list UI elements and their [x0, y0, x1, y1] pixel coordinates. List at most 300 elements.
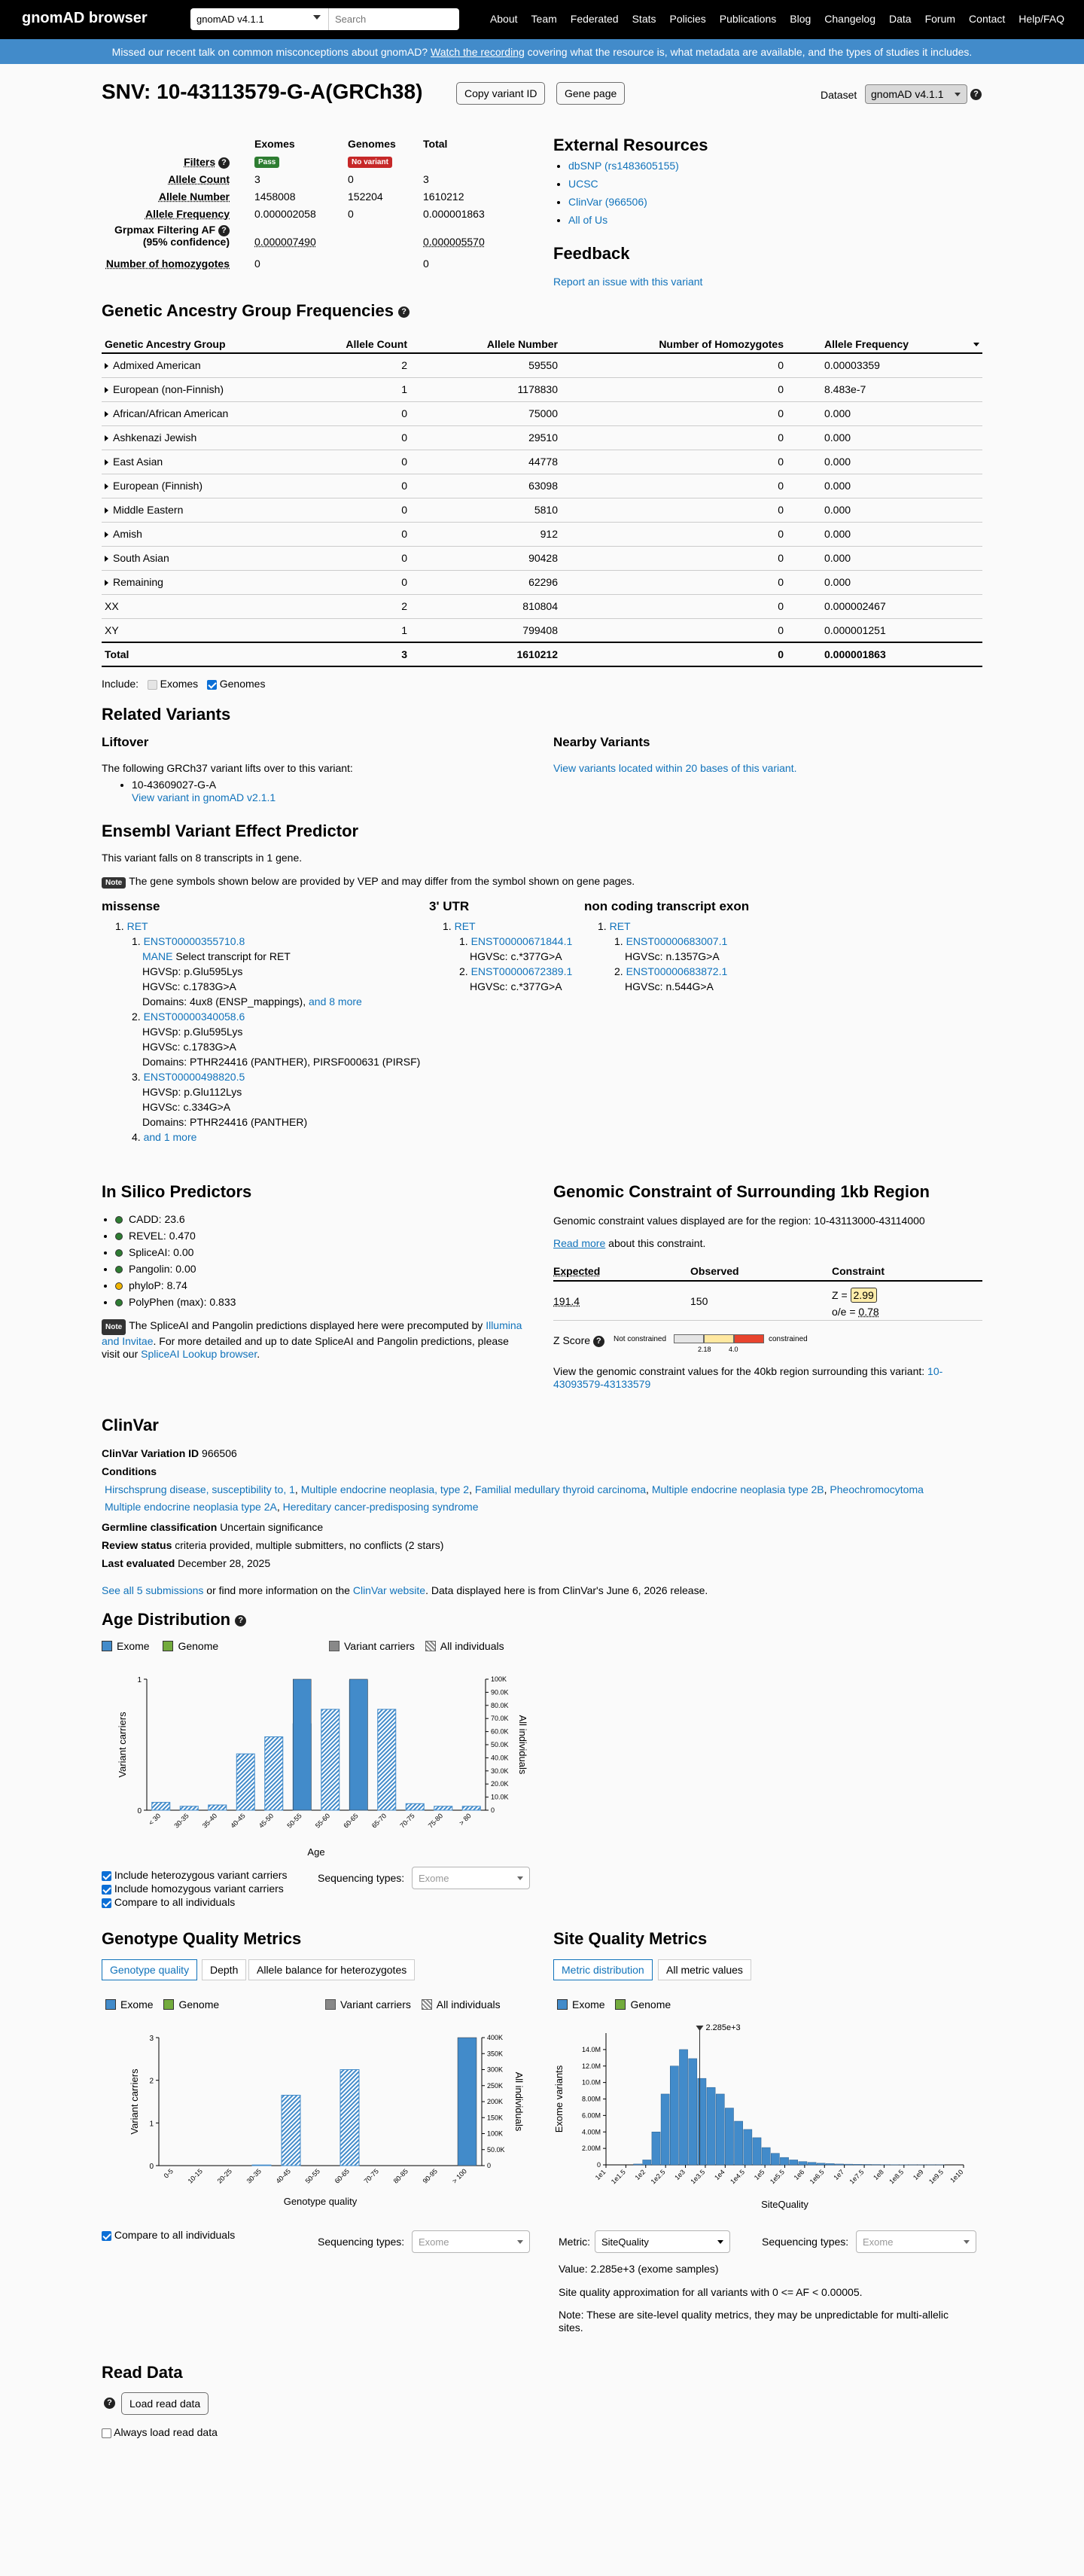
- nav-item-team[interactable]: Team: [531, 13, 557, 25]
- ancestry-table: [102, 336, 982, 667]
- allele-frequency-cell: 0.000: [787, 522, 982, 546]
- gene-link-ret[interactable]: RET: [126, 920, 148, 932]
- illumina-link[interactable]: Illumina and Invitae: [102, 1319, 522, 1347]
- status-dot-icon: [115, 1249, 123, 1257]
- mane-link[interactable]: MANE: [142, 950, 173, 962]
- x-tick-label: 60-65: [333, 2167, 351, 2185]
- gq-chart: [102, 2026, 546, 2214]
- gene-link-ret[interactable]: RET: [454, 920, 476, 932]
- include-label: Include:: [102, 678, 139, 690]
- condition-link[interactable]: Multiple endocrine neoplasia, type 2: [300, 1483, 470, 1495]
- allele-count-cell: 0: [290, 450, 410, 474]
- marker-arrow-icon: [696, 2026, 703, 2031]
- note-badge: Note: [102, 877, 126, 889]
- nearby-link[interactable]: View variants located within 20 bases of this variant.: [553, 762, 797, 774]
- table-row[interactable]: [102, 474, 982, 498]
- tab-metric-distribution[interactable]: Metric distribution: [553, 1959, 653, 1980]
- transcript-link[interactable]: ENST00000683872.1: [626, 965, 728, 977]
- help-icon[interactable]: ?: [235, 1615, 246, 1626]
- expand-icon[interactable]: [105, 459, 108, 465]
- transcript-link[interactable]: ENST00000683007.1: [626, 935, 728, 947]
- hgvsp: HGVSp: p.Glu595Lys: [142, 965, 243, 977]
- load-read-data-button[interactable]: Load read data: [121, 2392, 209, 2415]
- status-dot-icon: [115, 1299, 123, 1306]
- hgvsc: HGVSc: c.*377G>A: [470, 980, 562, 992]
- group-cell: [102, 450, 290, 474]
- transcript-details: [102, 1084, 420, 1129]
- nav-item-data[interactable]: Data: [889, 13, 912, 25]
- list-item: 1. RET: [115, 920, 148, 932]
- x-tick-label: 1e7: [832, 2168, 846, 2182]
- nav-item-helpfaq[interactable]: Help/FAQ: [1019, 13, 1064, 25]
- report-issue-link[interactable]: Report an issue with this variant: [553, 276, 703, 288]
- metric-label: Metric:: [559, 2236, 590, 2248]
- homozygotes-cell: 0: [561, 546, 787, 570]
- scale-tick: 4.0: [729, 1346, 738, 1353]
- filters-label: [184, 156, 230, 169]
- group-cell: [102, 594, 290, 618]
- help-icon[interactable]: ?: [104, 2398, 115, 2409]
- legend-carriers: Variant carriers: [344, 1640, 415, 1652]
- all-individuals-bar: [252, 2165, 271, 2166]
- condition-link[interactable]: Multiple endocrine neoplasia type 2B: [651, 1483, 824, 1495]
- genomes-checkbox[interactable]: [207, 680, 217, 690]
- allele-frequency-cell: 0.000002467: [787, 594, 982, 618]
- x-tick-label: 70-75: [398, 1812, 416, 1830]
- chevron-down-icon: [517, 2240, 523, 2244]
- compare-checkbox[interactable]: [102, 2231, 111, 2241]
- all-individuals-bar: [282, 2096, 300, 2166]
- y2-tick-label: 150K: [487, 2114, 504, 2122]
- expand-icon[interactable]: [105, 532, 108, 538]
- homozygotes-cell: 0: [561, 522, 787, 546]
- x-tick-label: 1e3: [673, 2168, 687, 2182]
- transcript-link[interactable]: ENST00000672389.1: [470, 965, 573, 977]
- list-item: 2. ENST00000683872.1: [614, 965, 728, 977]
- nav-item-publications[interactable]: Publications: [719, 13, 777, 25]
- legend-all: All individuals: [436, 1998, 501, 2010]
- x-tick-label: 1e7.5: [848, 2168, 866, 2186]
- nav-item-federated[interactable]: Federated: [570, 13, 619, 25]
- x-tick-label: 1e4: [713, 2168, 726, 2182]
- legend-carriers: Variant carriers: [340, 1998, 411, 2010]
- y-tick-label: 12.0M: [581, 2062, 601, 2070]
- group-cell: [102, 570, 290, 594]
- more-domains-link[interactable]: and 8 more: [309, 995, 362, 1008]
- age-chart: [102, 1666, 546, 1869]
- grpmax-label-text: Grpmax Filtering AF: [114, 224, 216, 236]
- note-text: .: [257, 1348, 260, 1360]
- all-individuals-bar: [265, 1737, 283, 1810]
- table-row[interactable]: [102, 425, 982, 450]
- tab-genotype-quality[interactable]: Genotype quality: [102, 1959, 197, 1980]
- col-expected: Expected: [553, 1265, 601, 1277]
- list-item: [568, 211, 679, 229]
- related-variants-title: Related Variants: [102, 705, 231, 724]
- germline-label: Germline classification: [102, 1521, 218, 1533]
- x-tick-label: 1e6.5: [808, 2168, 826, 2186]
- group-cell: [102, 642, 290, 666]
- het-row: [102, 1869, 287, 1881]
- banner-link[interactable]: Watch the recording: [431, 46, 525, 58]
- read-more-link[interactable]: Read more: [553, 1237, 606, 1249]
- clinvar-title: ClinVar: [102, 1416, 159, 1434]
- histogram-bar: [670, 2066, 678, 2165]
- variant-carriers-bar: [293, 1679, 311, 1810]
- oe-label: o/e =: [832, 1306, 856, 1318]
- homozygotes-exomes: 0: [254, 258, 260, 270]
- nav-item-contact[interactable]: Contact: [969, 13, 1006, 25]
- clinvar-link[interactable]: ClinVar (966506): [568, 196, 647, 208]
- dataset-select[interactable]: [190, 8, 328, 30]
- expand-icon[interactable]: [105, 508, 108, 514]
- sq-note: [559, 2309, 948, 2334]
- compare-label: Compare to all individuals: [114, 1896, 236, 1908]
- all-individuals-swatch: [422, 1999, 432, 2010]
- help-icon[interactable]: ?: [970, 89, 982, 100]
- group-cell: [102, 377, 290, 401]
- constraint-intro: Genomic constraint values displayed are for the region: 10-43113000-43114000: [553, 1215, 925, 1227]
- legend-exome: Exome: [117, 1640, 150, 1652]
- allele-count-cell: 0: [290, 425, 410, 450]
- group-name: East Asian: [113, 456, 163, 468]
- allele-count-cell: 1: [290, 618, 410, 642]
- conditions-line-1: Hirschsprung disease, susceptibility to, 1, Multiple endocrine neoplasia, type 2, Familial medullary thyroid carcinoma, Multiple endocrine neoplasia type 2B, Pheochromocytoma: [105, 1483, 924, 1495]
- list-item: [132, 779, 276, 804]
- help-icon[interactable]: ?: [593, 1336, 604, 1347]
- evaluated-label: Last evaluated: [102, 1557, 175, 1569]
- y-tick-label: 1: [149, 2120, 154, 2129]
- external-links: [553, 157, 679, 229]
- gene-link-ret[interactable]: RET: [609, 920, 631, 932]
- allele-number-cell: 62296: [410, 570, 561, 594]
- homozygotes-cell: 0: [561, 618, 787, 642]
- nav-item-about[interactable]: About: [489, 13, 518, 25]
- het-checkbox[interactable]: [102, 1871, 111, 1881]
- all-of-us-link[interactable]: All of Us: [568, 214, 608, 226]
- nav-item-forum[interactable]: Forum: [924, 13, 956, 25]
- noncoding-title: non coding transcript exon: [584, 899, 750, 913]
- tab-allele-balance[interactable]: Allele balance for heterozygotes: [248, 1959, 415, 1980]
- tab-depth[interactable]: Depth: [202, 1959, 246, 1980]
- domains: Domains: PTHR24416 (PANTHER), PIRSF000631 (PIRSF): [142, 1056, 421, 1068]
- all-individuals-bar: [180, 1806, 198, 1810]
- header-group[interactable]: Genetic Ancestry Group: [102, 336, 290, 353]
- x-tick-label: 50-55: [303, 2167, 321, 2185]
- chevron-down-icon: [717, 2240, 723, 2244]
- table-row[interactable]: [102, 522, 982, 546]
- seq-types-label: Sequencing types:: [318, 1872, 405, 1884]
- gq-legend-2: [325, 1998, 501, 2010]
- not-constrained-label: Not constrained: [614, 1335, 667, 1343]
- homozygotes-cell: 0: [561, 377, 787, 401]
- y-tick-label: 2: [149, 2077, 154, 2086]
- allele-frequency-cell: 8.483e-7: [787, 377, 982, 401]
- allele-number-cell: 810804: [410, 594, 561, 618]
- legend-genome: Genome: [630, 1998, 671, 2010]
- allele-count-cell: 0: [290, 522, 410, 546]
- liftover-link[interactable]: View variant in gnomAD v2.1.1: [132, 791, 276, 803]
- y-tick-label: 0: [137, 1807, 142, 1815]
- allele-number-cell: 1610212: [410, 642, 561, 666]
- grpmax-exomes: 0.000007490: [254, 236, 316, 248]
- nav-item-stats[interactable]: Stats: [632, 13, 656, 25]
- marker-label: 2.285e+3: [705, 2023, 741, 2032]
- condition-link[interactable]: Hirschsprung disease, susceptibility to, 1: [105, 1483, 295, 1495]
- hgvsp: HGVSp: p.Glu595Lys: [142, 1026, 243, 1038]
- table-row[interactable]: [102, 570, 982, 594]
- transcript-link[interactable]: ENST00000498820.5: [143, 1071, 245, 1083]
- metric-select[interactable]: [595, 2230, 730, 2253]
- x-tick-label: 35-40: [200, 1812, 219, 1830]
- table-row[interactable]: [102, 401, 982, 425]
- expected-value: 191.4: [553, 1295, 580, 1307]
- group-name: Total: [105, 648, 129, 660]
- note-badge: Note: [102, 1319, 126, 1335]
- allele-number-cell: 912: [410, 522, 561, 546]
- always-load-checkbox[interactable]: [102, 2428, 111, 2438]
- gq-compare-row: [102, 2229, 235, 2241]
- x-tick-label: 40-45: [274, 2167, 292, 2185]
- histogram-bar: [753, 2138, 761, 2165]
- age-legend-2: [329, 1640, 504, 1652]
- list-item: 1. RET: [598, 920, 631, 932]
- all-individuals-bar: [462, 1806, 480, 1810]
- legend-genome: Genome: [178, 1998, 220, 2010]
- y2-tick-label: 20.0K: [491, 1780, 509, 1788]
- insilico-list: [102, 1211, 236, 1310]
- gq-seq-types-select[interactable]: [412, 2230, 530, 2253]
- spliceai-lookup-link[interactable]: SpliceAI Lookup browser: [141, 1348, 257, 1360]
- predictor-label: PolyPhen (max): 0.833: [129, 1296, 236, 1308]
- expand-icon[interactable]: [105, 411, 108, 417]
- clinvar-footer-text: or find more information on the: [206, 1584, 350, 1596]
- search-input[interactable]: [328, 8, 459, 30]
- expand-icon[interactable]: [105, 387, 108, 393]
- page-title: SNV: 10-43113579-G-A(GRCh38): [102, 80, 423, 103]
- histogram-bar: [735, 2121, 743, 2165]
- histogram-bar: [716, 2094, 724, 2165]
- x-tick-label: 1e6: [792, 2168, 806, 2182]
- allele-number-cell: 29510: [410, 425, 561, 450]
- predictor-label: Pangolin: 0.00: [129, 1263, 196, 1275]
- x-tick-label: 1e2: [633, 2168, 647, 2182]
- copy-variant-id-button[interactable]: Copy variant ID: [456, 82, 545, 105]
- table-row[interactable]: [102, 450, 982, 474]
- insilico-title: In Silico Predictors: [102, 1182, 252, 1201]
- sq-seq-types-select[interactable]: [856, 2230, 976, 2253]
- x-tick-label: 90-95: [421, 2167, 439, 2185]
- tab-all-metric-values[interactable]: All metric values: [658, 1959, 751, 1980]
- y2-tick-label: 0: [487, 2162, 492, 2169]
- allele-count-label: Allele Count: [168, 173, 230, 185]
- allele-count-cell: 0: [290, 546, 410, 570]
- col-observed: Observed: [690, 1265, 739, 1277]
- compare-label: Compare to all individuals: [114, 2229, 236, 2241]
- exome-swatch: [105, 1999, 116, 2010]
- hom-label: Include homozygous variant carriers: [114, 1882, 284, 1895]
- header-allele-frequency[interactable]: [787, 336, 982, 353]
- nav-item-changelog[interactable]: Changelog: [824, 13, 876, 25]
- x-tick-label: 1e3.5: [689, 2168, 707, 2186]
- hgvsc: HGVSc: n.1357G>A: [625, 950, 720, 962]
- table-row[interactable]: [102, 498, 982, 522]
- all-individuals-bar: [321, 1709, 340, 1810]
- allele-frequency-label: Allele Frequency: [145, 208, 230, 220]
- all-submissions-link[interactable]: See all 5 submissions: [102, 1584, 204, 1596]
- condition-link[interactable]: Multiple endocrine neoplasia type 2A: [105, 1501, 277, 1513]
- header-allele-count[interactable]: Allele Count: [290, 336, 410, 353]
- hgvsc: HGVSc: c.1783G>A: [142, 1041, 236, 1053]
- allele-number-genomes: 152204: [348, 191, 383, 203]
- liftover-variant: 10-43609027-G-A: [132, 779, 217, 791]
- expand-icon[interactable]: [105, 435, 108, 441]
- header-homozygotes[interactable]: Number of Homozygotes: [561, 336, 787, 353]
- histogram-bar: [845, 2164, 853, 2165]
- allele-frequency-cell: 0.000001863: [787, 642, 982, 666]
- hom-checkbox[interactable]: [102, 1885, 111, 1895]
- exomes-checkbox-label: Exomes: [160, 678, 199, 690]
- nav-item-blog[interactable]: Blog: [790, 13, 811, 25]
- clinvar-footer: [102, 1584, 708, 1596]
- predictor-item: [115, 1294, 236, 1310]
- y-tick-label: 6.00M: [581, 2111, 601, 2120]
- expand-icon[interactable]: [105, 483, 108, 489]
- allele-frequency-cell: 0.000: [787, 450, 982, 474]
- sq-legend: [557, 1998, 671, 2010]
- gnomad-logo[interactable]: gnomAD browser: [22, 10, 148, 26]
- all-individuals-bar: [340, 2070, 359, 2166]
- 40kb-region-link[interactable]: 10-43093579-43133579: [553, 1365, 943, 1390]
- constraint-header: [553, 1264, 982, 1282]
- allele-number-exomes: 1458008: [254, 191, 296, 203]
- group-cell: [102, 474, 290, 498]
- chevron-down-icon: [517, 1876, 523, 1880]
- compare-checkbox[interactable]: [102, 1898, 111, 1908]
- banner-text: Missed our recent talk on common misconceptions about gnomAD?: [111, 46, 428, 58]
- scale-grey: [674, 1334, 704, 1343]
- table-row: [102, 618, 982, 642]
- condition-link[interactable]: Hereditary cancer-predisposing syndrome: [282, 1501, 479, 1513]
- table-row[interactable]: [102, 546, 982, 570]
- table-row[interactable]: [102, 353, 982, 377]
- dataset-dropdown-value: gnomAD v4.1.1: [871, 88, 944, 100]
- group-cell: [102, 353, 290, 377]
- homozygotes-cell: 0: [561, 570, 787, 594]
- transcript-link[interactable]: ENST00000671844.1: [470, 935, 573, 947]
- allele-count-exomes: 3: [254, 173, 260, 185]
- more-transcripts-link[interactable]: and 1 more: [143, 1131, 197, 1143]
- hgvsp: HGVSp: p.Glu112Lys: [142, 1086, 242, 1098]
- all-individuals-bar: [378, 1709, 396, 1810]
- grpmax-label: [114, 224, 230, 248]
- list-item: 1. ENST00000355710.8: [132, 935, 245, 947]
- age-title: [102, 1610, 246, 1629]
- genome-swatch: [615, 1999, 626, 2010]
- group-name: South Asian: [113, 552, 169, 564]
- allele-number-cell: 75000: [410, 401, 561, 425]
- z-score-label: [553, 1334, 604, 1347]
- dataset-dropdown[interactable]: [865, 84, 967, 104]
- help-icon[interactable]: ?: [398, 306, 410, 318]
- list-item: 2. ENST00000672389.1: [459, 965, 573, 977]
- x-tick-label: 30-35: [245, 2167, 263, 2185]
- ucsc-link[interactable]: UCSC: [568, 178, 598, 190]
- y-tick-label: 3: [149, 2035, 154, 2043]
- germline-value: Uncertain significance: [220, 1521, 324, 1533]
- homozygotes-total: 0: [423, 258, 429, 270]
- x-tick-label: 40-45: [229, 1812, 247, 1830]
- dbsnp-link[interactable]: dbSNP (rs1483605155): [568, 160, 679, 172]
- list-item: 1. ENST00000683007.1: [614, 935, 728, 947]
- x-tick-label: 70-75: [362, 2167, 380, 2185]
- y2-tick-label: 350K: [487, 2050, 504, 2058]
- help-icon[interactable]: ?: [218, 157, 230, 169]
- announcement-banner: [0, 39, 1084, 64]
- x-axis-label: Genotype quality: [283, 2196, 358, 2207]
- help-icon[interactable]: ?: [218, 225, 230, 236]
- list-item: [568, 175, 679, 193]
- utr-list: [429, 919, 572, 994]
- predictor-label: phyloP: 8.74: [129, 1279, 187, 1291]
- transcript-link[interactable]: ENST00000355710.8: [143, 935, 245, 947]
- allele-frequency-cell: 0.000: [787, 546, 982, 570]
- table-row: [102, 594, 982, 618]
- evaluated-row: [102, 1557, 270, 1569]
- condition-link[interactable]: Familial medullary thyroid carcinoma: [474, 1483, 647, 1495]
- all-individuals-bar: [209, 1805, 227, 1810]
- histogram-bar: [634, 2164, 642, 2165]
- predictor-item: [115, 1261, 236, 1277]
- table-row[interactable]: [102, 377, 982, 401]
- y-tick-label: 14.0M: [581, 2045, 601, 2053]
- age-title-text: Age Distribution: [102, 1610, 231, 1629]
- clinvar-website-link[interactable]: ClinVar website: [352, 1584, 426, 1596]
- constrained-label: constrained: [769, 1335, 808, 1343]
- condition-link[interactable]: Pheochromocytoma: [830, 1483, 924, 1495]
- group-name: Remaining: [113, 576, 163, 588]
- predictor-item: [115, 1211, 236, 1227]
- oe-value: 0.78: [858, 1306, 879, 1318]
- z-score-legend: [553, 1333, 869, 1355]
- histogram-bar: [790, 2160, 798, 2165]
- transcript-link[interactable]: ENST00000340058.6: [143, 1011, 245, 1023]
- feedback-title: Feedback: [553, 244, 630, 263]
- expand-icon[interactable]: [105, 363, 108, 369]
- expand-icon[interactable]: [105, 580, 108, 586]
- seq-types-label: Sequencing types:: [318, 2236, 405, 2248]
- clinvar-footer-text: . Data displayed here is from ClinVar's June 6, 2026 release.: [425, 1584, 708, 1596]
- seq-types-value: Exome: [419, 1873, 449, 1884]
- y-tick-label: 8.00M: [581, 2095, 601, 2103]
- exomes-checkbox[interactable]: [148, 680, 157, 690]
- genome-swatch: [163, 1641, 173, 1651]
- histogram-bar: [826, 2163, 834, 2165]
- y2-tick-label: 70.0K: [491, 1715, 509, 1723]
- nav-item-policies[interactable]: Policies: [669, 13, 706, 25]
- gene-page-button[interactable]: Gene page: [556, 82, 625, 105]
- x-tick-label: 55-60: [313, 1812, 332, 1830]
- hgvsc: HGVSc: c.*377G>A: [470, 950, 562, 962]
- allele-number-cell: 59550: [410, 353, 561, 377]
- read-data-title: Read Data: [102, 2363, 183, 2382]
- sq-chart: [553, 2018, 990, 2214]
- predictor-label: CADD: 23.6: [129, 1213, 185, 1225]
- allele-frequency-total: 0.000001863: [423, 208, 485, 220]
- seq-types-select[interactable]: [412, 1867, 530, 1889]
- header-allele-number[interactable]: Allele Number: [410, 336, 561, 353]
- expand-icon[interactable]: [105, 556, 108, 562]
